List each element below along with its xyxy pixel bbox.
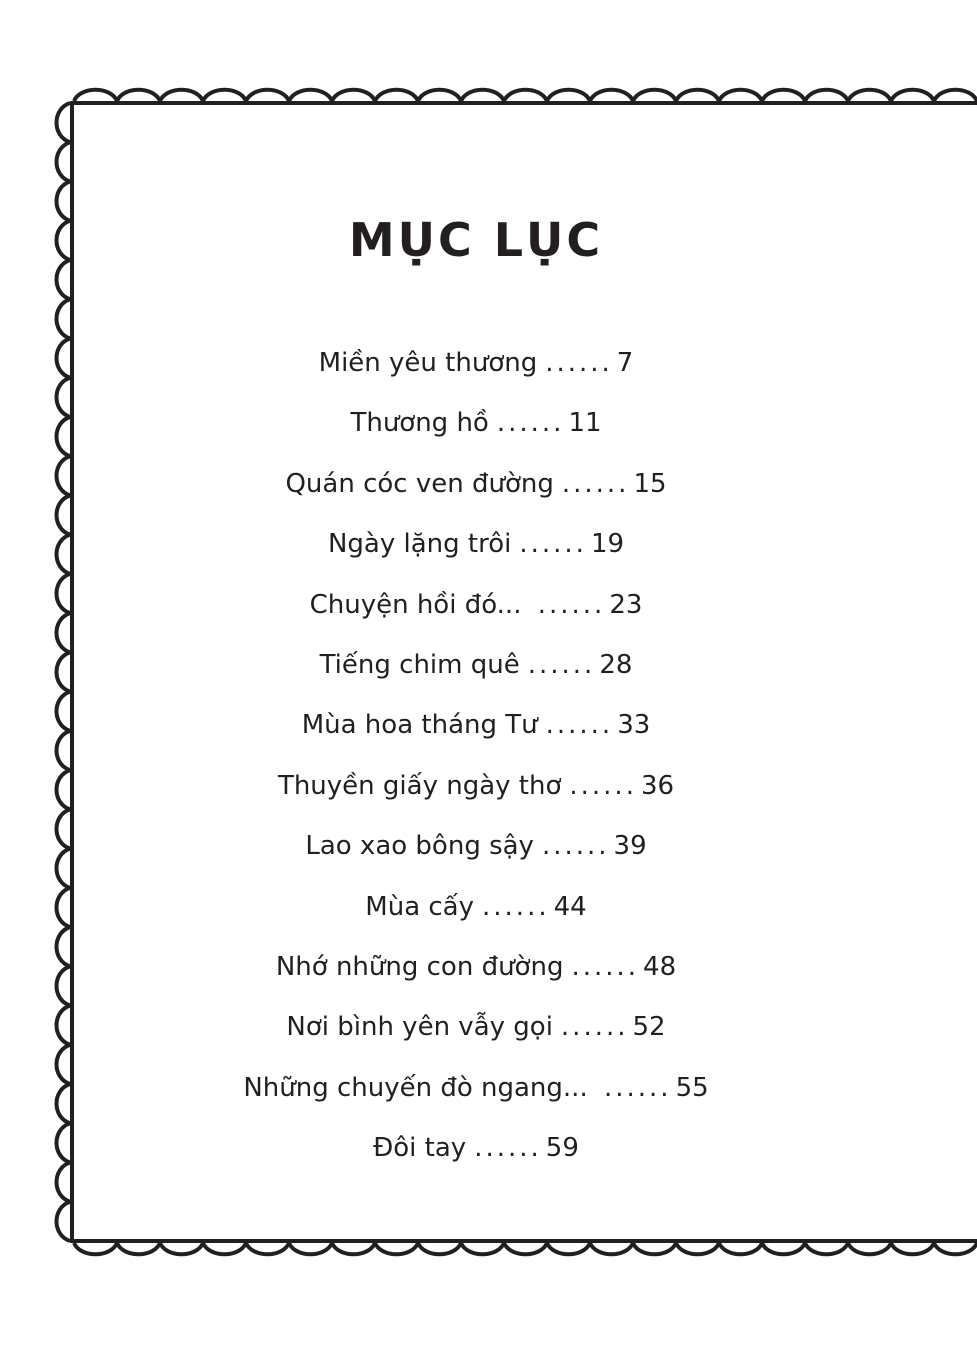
toc-leader: ......	[527, 649, 596, 680]
scallop-border-top	[74, 90, 977, 101]
toc-entry	[0, 877, 952, 937]
toc-leader: ......	[569, 770, 637, 801]
toc-leader: ......	[519, 529, 587, 560]
toc-entry	[0, 575, 952, 635]
toc-leader: ......	[482, 891, 550, 922]
toc-entry-page: 52	[632, 1012, 666, 1043]
toc-leader: ......	[560, 1012, 629, 1043]
toc-entry	[0, 695, 952, 755]
toc-entry-page: 59	[545, 1133, 579, 1164]
toc-entry	[0, 333, 952, 393]
toc-entry-title: Chuyện hồi đó...	[309, 589, 530, 620]
toc-entry-title: Đôi tay	[373, 1133, 467, 1164]
toc-entry	[0, 1058, 952, 1118]
toc-entry	[0, 635, 952, 695]
toc-entry-page: 15	[633, 468, 667, 499]
toc-entry-title: Tiếng chim quê	[319, 649, 520, 680]
toc-entry-title: Mùa hoa tháng Tư	[301, 710, 538, 741]
toc-entry	[0, 393, 952, 453]
toc-entry-page: 7	[616, 348, 634, 378]
toc-entry	[0, 454, 952, 514]
toc-entry-page: 19	[590, 529, 625, 560]
toc-entry-title: Quán cóc ven đường	[285, 468, 554, 499]
toc-entry-title: Lao xao bông sậy	[305, 831, 534, 862]
toc-entry-page: 28	[599, 649, 633, 680]
toc-entry	[0, 816, 952, 876]
toc-entry-page: 11	[568, 408, 602, 439]
toc-entry-title: Nơi bình yên vẫy gọi	[286, 1012, 553, 1043]
page-title: MỤC LỤC	[348, 213, 604, 267]
toc-entry	[0, 997, 952, 1057]
toc-entry-page: 23	[609, 589, 643, 620]
toc-entry-page: 33	[617, 710, 651, 741]
toc-leader: ......	[541, 831, 610, 862]
toc-entry-page: 44	[553, 891, 587, 922]
toc-entry-page: 55	[675, 1072, 709, 1103]
toc-entry-page: 48	[643, 951, 677, 982]
toc-entry	[0, 756, 952, 816]
toc-leader: ......	[603, 1072, 672, 1103]
scallop-border-bottom	[74, 1243, 977, 1254]
toc-entry-title: Thuyền giấy ngày thơ	[277, 770, 562, 801]
toc-leader: ......	[571, 951, 640, 982]
toc-leader: ......	[474, 1133, 542, 1164]
toc-entry	[0, 514, 952, 574]
toc-leader: ......	[545, 710, 614, 741]
toc-entry-page: 36	[640, 770, 675, 801]
toc-entry-title: Mùa cấy	[365, 891, 475, 922]
toc-leader: ......	[545, 348, 613, 378]
toc-leader: ......	[561, 468, 630, 499]
toc-entry-title: Nhớ những con đường	[275, 951, 564, 982]
toc-entry	[0, 937, 952, 997]
toc-leader: ......	[537, 589, 606, 620]
toc-entry	[0, 1118, 952, 1178]
toc-entry-title: Những chuyến đò ngang...	[243, 1072, 596, 1103]
toc-entry-page: 39	[613, 831, 647, 862]
table-of-contents	[0, 333, 952, 1178]
toc-entry-title: Thương hồ	[350, 408, 489, 439]
toc-entry-title: Ngày lặng trôi	[327, 529, 512, 560]
toc-entry-title: Miền yêu thương	[318, 348, 538, 378]
toc-leader: ......	[496, 408, 565, 439]
